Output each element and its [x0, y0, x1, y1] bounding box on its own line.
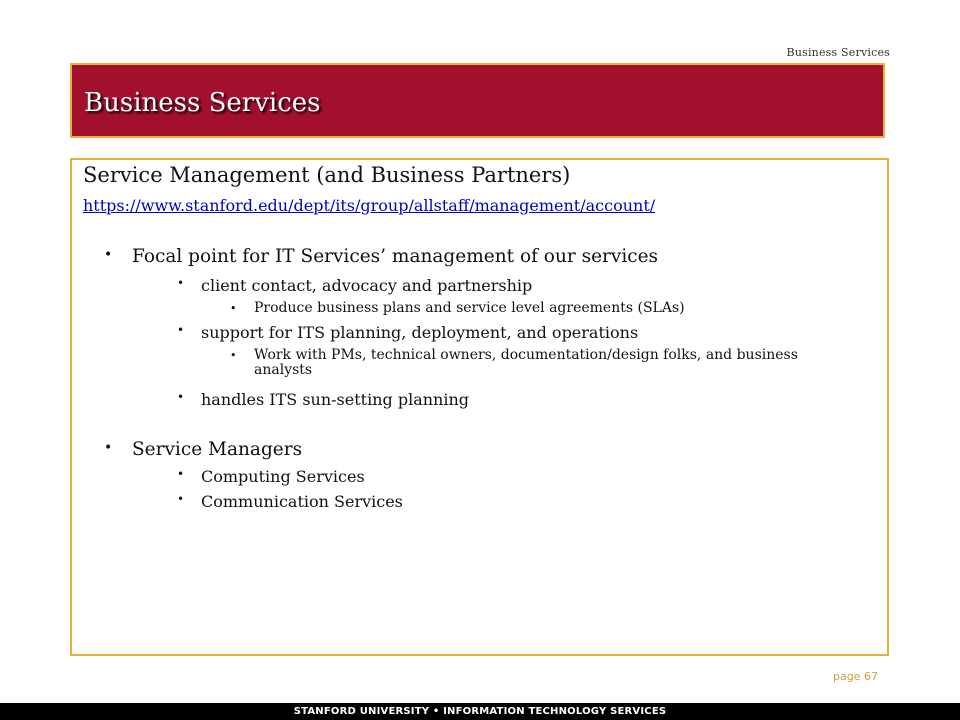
header-small-label: Business Services: [786, 46, 890, 59]
list-item: [177, 323, 639, 342]
bullet-icon: •: [177, 467, 185, 481]
bullet-icon: •: [177, 323, 185, 337]
bullet-icon: •: [177, 390, 185, 404]
page-number: page 67: [833, 670, 878, 683]
list-item: [177, 467, 365, 486]
bullet-icon: •: [177, 276, 185, 290]
list-item: [104, 439, 303, 460]
list-item: [230, 347, 854, 378]
list-item-text: Produce business plans and service level agreements (SLAs): [254, 300, 685, 316]
list-item-text: Communication Services: [201, 492, 403, 511]
list-item-text: Service Managers: [132, 439, 303, 460]
list-item-text: Work with PMs, technical owners, documentation/design folks, and business analysts: [254, 347, 798, 378]
bullet-icon: •: [230, 302, 237, 315]
list-item: [104, 246, 659, 267]
list-item: [177, 492, 403, 511]
bullet-icon: •: [177, 492, 185, 506]
content-box: [70, 158, 889, 656]
list-item-text: support for ITS planning, deployment, and operations: [201, 323, 639, 342]
title-bar: [70, 63, 885, 138]
bullet-icon: •: [230, 349, 237, 362]
list-item: [177, 276, 533, 295]
footer-bar: STANFORD UNIVERSITY • INFORMATION TECHNOLOGY SERVICES: [0, 703, 960, 720]
account-management-link[interactable]: https://www.stanford.edu/dept/its/group/allstaff/management/account/: [83, 196, 656, 215]
list-item: [230, 300, 854, 316]
bullet-icon: •: [104, 247, 113, 263]
list-item-text: client contact, advocacy and partnership: [201, 276, 533, 295]
list-item-text: Focal point for IT Services’ management of our services: [132, 246, 659, 267]
list-item-text: handles ITS sun-setting planning: [201, 390, 469, 409]
list-item: [177, 390, 469, 409]
slide-title: Business Services: [84, 88, 321, 118]
list-item-text: Computing Services: [201, 467, 365, 486]
section-heading: Service Management (and Business Partners): [83, 163, 571, 187]
bullet-icon: •: [104, 440, 113, 456]
